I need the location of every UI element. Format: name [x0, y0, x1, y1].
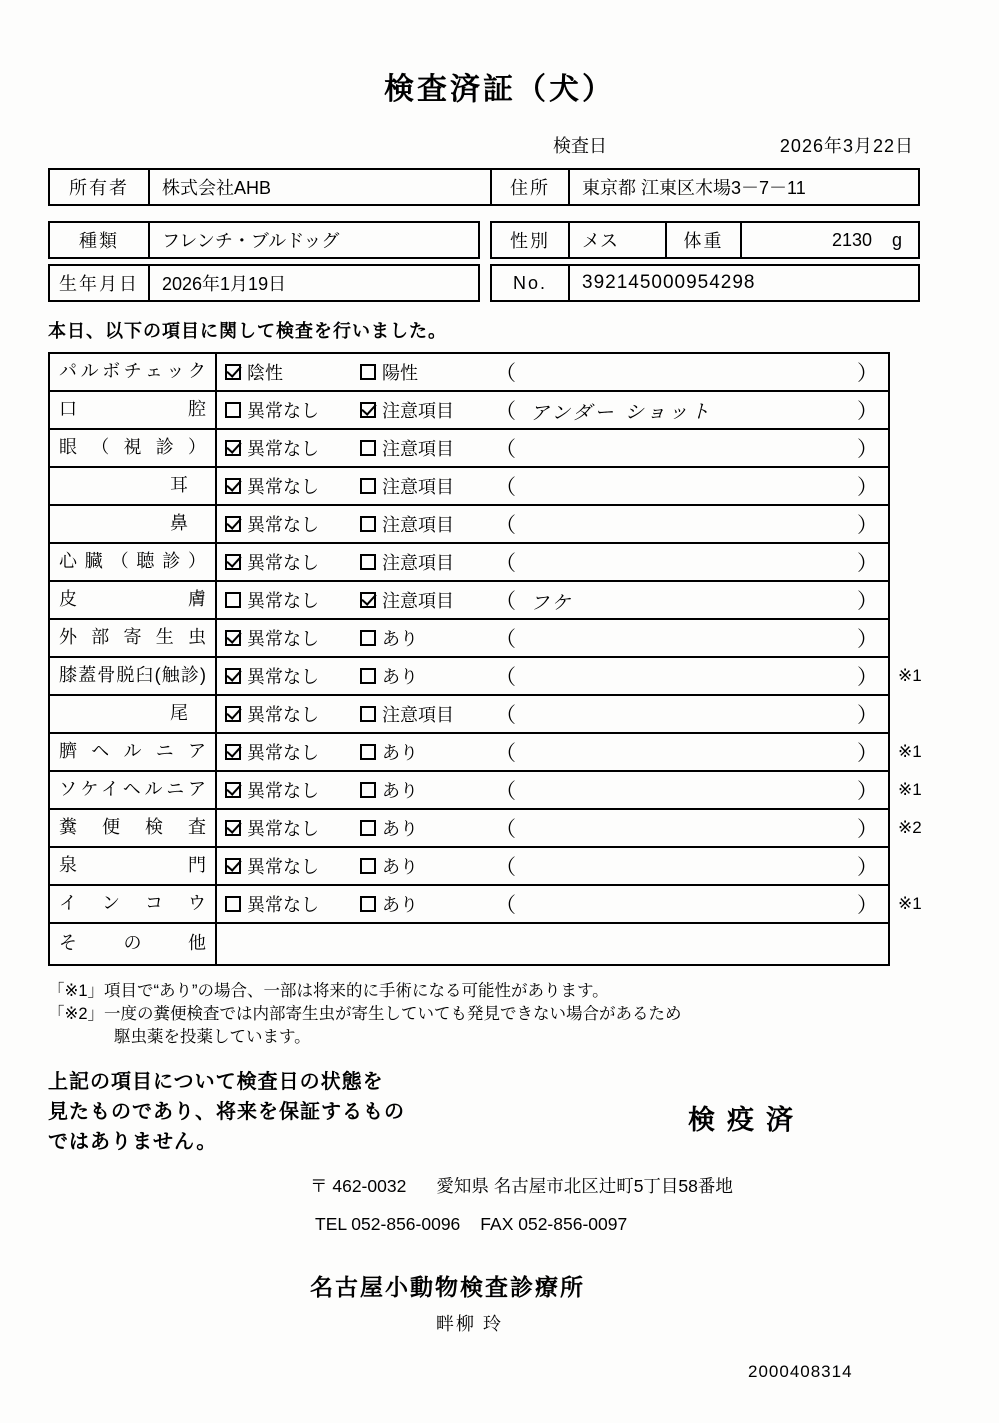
exam-option-label: 陽性 [382, 363, 418, 383]
exam-option-label: 異常なし [247, 743, 319, 763]
exam-option [225, 891, 360, 917]
checkbox-unchecked-icon [360, 478, 376, 494]
paren-open: （ [495, 362, 516, 385]
exam-option-label: 異常なし [247, 591, 319, 611]
paren-close: ） [857, 818, 878, 841]
footnote-mark: ※1 [898, 894, 922, 913]
postal-code: 〒 462-0032 [310, 1176, 407, 1197]
exam-option [360, 701, 495, 727]
handwritten-note [516, 865, 857, 868]
quarantine-stamp: 検疫済 [688, 1104, 805, 1135]
paren-close: ） [857, 628, 878, 651]
owner-table [48, 168, 920, 206]
exam-option [360, 891, 495, 917]
exam-option-label: あり [382, 819, 418, 839]
exam-row-content [217, 544, 888, 580]
exam-row-content [217, 430, 888, 466]
exam-row-content [217, 696, 888, 732]
paren-open: （ [495, 856, 516, 879]
address-label: 住所 [492, 170, 570, 204]
exam-item-label: 眼（視診） [50, 430, 217, 466]
exam-option [225, 587, 360, 613]
exam-row [50, 846, 888, 884]
paren-open: （ [495, 704, 516, 727]
exam-option [225, 777, 360, 803]
weight-value: 2130 [831, 229, 872, 250]
exam-row [50, 428, 888, 466]
exam-option [360, 587, 495, 613]
paren-open: （ [495, 552, 516, 575]
exam-option [360, 777, 495, 803]
exam-row-content [217, 886, 888, 922]
exam-option [225, 663, 360, 689]
paren-close: ） [857, 590, 878, 613]
birth-label: 生年月日 [50, 266, 150, 300]
exam-row [50, 732, 922, 770]
checkbox-checked-icon [225, 782, 241, 798]
owner-label: 所有者 [50, 170, 150, 204]
exam-option-label: 注意項目 [382, 515, 454, 535]
veterinarian-name: 畔柳 玲 [436, 1314, 504, 1335]
checkbox-unchecked-icon [360, 630, 376, 646]
exam-option [360, 625, 495, 651]
exam-option [360, 473, 495, 499]
exam-option [225, 511, 360, 537]
exam-item-label: 耳 [50, 468, 217, 504]
handwritten-note [516, 675, 857, 678]
exam-row [50, 656, 922, 694]
handwritten-note [516, 827, 857, 830]
paren-close: ） [857, 704, 878, 727]
clinic-name: 名古屋小動物検査診療所 [310, 1274, 585, 1301]
weight-label: 体重 [667, 223, 742, 257]
handwritten-note [516, 523, 857, 526]
breed-box [48, 221, 480, 259]
exam-item-label: 泉門 [50, 848, 217, 884]
handwritten-note [516, 371, 857, 374]
clinic-telfax-line [315, 1214, 999, 1235]
exam-option [225, 397, 360, 423]
exam-row [50, 808, 922, 846]
footnote-mark: ※1 [898, 742, 922, 761]
checkbox-checked-icon [225, 744, 241, 760]
checkbox-checked-icon [225, 858, 241, 874]
exam-option [360, 853, 495, 879]
exam-row [50, 390, 888, 428]
no-label: No. [492, 266, 570, 300]
closing-line-1: 上記の項目について検査日の状態を [48, 1071, 384, 1094]
exam-item-label: その他 [50, 924, 217, 964]
exam-item-label: 膝蓋骨脱臼(触診) [50, 658, 217, 694]
exam-option-label: 注意項目 [382, 705, 454, 725]
paren-close: ） [857, 476, 878, 499]
weight-unit: g [891, 229, 902, 250]
breed-sex-row [48, 221, 920, 259]
birth-no-row [48, 264, 920, 302]
closing-line-2: 見たものであり、将来を保証するもの [48, 1101, 405, 1124]
exam-row [50, 580, 888, 618]
paren-close: ） [857, 894, 878, 917]
birth-box [48, 264, 480, 302]
exam-option [225, 815, 360, 841]
handwritten-note [516, 789, 857, 792]
exam-item-label: インコウ [50, 886, 217, 922]
checkbox-checked-icon [225, 668, 241, 684]
exam-option [360, 435, 495, 461]
footnote-mark: ※1 [898, 780, 922, 799]
breed-label: 種類 [50, 223, 150, 257]
paren-open: （ [495, 894, 516, 917]
paren-close: ） [857, 400, 878, 423]
paren-close: ） [857, 780, 878, 803]
clinic-address-line [310, 1173, 999, 1198]
checkbox-checked-icon [225, 516, 241, 532]
exam-option [225, 739, 360, 765]
checkbox-unchecked-icon [225, 896, 241, 912]
checkbox-checked-icon [225, 706, 241, 722]
checkbox-checked-icon [225, 820, 241, 836]
paren-open: （ [495, 438, 516, 461]
exam-item-label: 心臓（聴診） [50, 544, 217, 580]
exam-row-content [217, 506, 888, 542]
footnotes [48, 980, 951, 1049]
footnote-2-cont: 駆虫薬を投薬しています。 [114, 1028, 311, 1047]
exam-row-content [217, 658, 888, 694]
footnote-mark: ※2 [898, 818, 922, 837]
checkbox-unchecked-icon [360, 820, 376, 836]
inspection-date-row [48, 132, 920, 158]
exam-option-label: 注意項目 [382, 553, 454, 573]
closing-row [48, 1067, 951, 1157]
paren-open: （ [495, 514, 516, 537]
exam-option [225, 359, 360, 385]
exam-item-label: 鼻 [50, 506, 217, 542]
exam-item-label: 臍ヘルニア [50, 734, 217, 770]
exam-row-content [217, 468, 888, 504]
exam-option-label: 注意項目 [382, 439, 454, 459]
exam-row [50, 922, 888, 964]
exam-option-label: 注意項目 [382, 591, 454, 611]
closing-line-3: ではありません。 [48, 1131, 218, 1154]
paren-open: （ [495, 400, 516, 423]
no-value: 392145000954298 [582, 272, 756, 293]
footnote-2: 「※2」一度の糞便検査では内部寄生虫が寄生していても発見できない場合があるため [48, 1005, 682, 1024]
clinic-tel: TEL 052-856-0096 [315, 1214, 461, 1235]
exam-row [50, 354, 888, 390]
paren-close: ） [857, 362, 878, 385]
page-title: 検査済証（犬） [384, 73, 615, 106]
exam-row-content [217, 392, 888, 428]
exam-item-label: 外部寄生虫 [50, 620, 217, 656]
paren-close: ） [857, 438, 878, 461]
paren-open: （ [495, 590, 516, 613]
handwritten-note [516, 903, 857, 906]
inspection-date-value: 2026年3月22日 [779, 136, 914, 156]
checkbox-unchecked-icon [360, 440, 376, 456]
sex-label: 性別 [492, 223, 570, 257]
exam-row-content [217, 772, 888, 808]
exam-option-label: 注意項目 [382, 401, 454, 421]
exam-option [225, 853, 360, 879]
paren-open: （ [495, 666, 516, 689]
exam-option-label: 異常なし [247, 819, 319, 839]
exam-option [360, 815, 495, 841]
checkbox-unchecked-icon [360, 896, 376, 912]
checkbox-checked-icon [225, 440, 241, 456]
exam-row-content [217, 734, 888, 770]
handwritten-note: フケ [529, 592, 574, 614]
paren-open: （ [495, 780, 516, 803]
checkbox-checked-icon [360, 592, 376, 608]
handwritten-note [516, 751, 857, 754]
exam-row [50, 694, 888, 732]
checkbox-checked-icon [225, 478, 241, 494]
exam-option-label: あり [382, 667, 418, 687]
serial-number: 2000408314 [748, 1362, 853, 1382]
paren-close: ） [857, 856, 878, 879]
exam-row [50, 884, 922, 922]
exam-option-label: 異常なし [247, 857, 319, 877]
owner-value: 株式会社AHB [150, 170, 492, 204]
exam-table [48, 352, 922, 966]
checkbox-unchecked-icon [225, 402, 241, 418]
checkbox-checked-icon [225, 630, 241, 646]
exam-option-label: 異常なし [247, 781, 319, 801]
address-value: 東京都 江東区木場3－7－11 [582, 178, 806, 198]
exam-row [50, 504, 888, 542]
exam-option-label: 陰性 [247, 363, 283, 383]
exam-item-label: 尾 [50, 696, 217, 732]
inspection-date-label: 検査日 [553, 136, 607, 156]
checkbox-unchecked-icon [360, 706, 376, 722]
weight-value-cell [742, 223, 918, 257]
exam-option-label: 注意項目 [382, 477, 454, 497]
checkbox-unchecked-icon [360, 782, 376, 798]
exam-option [360, 739, 495, 765]
exam-option-label: あり [382, 895, 418, 915]
checkbox-unchecked-icon [360, 554, 376, 570]
paren-open: （ [495, 628, 516, 651]
checkbox-unchecked-icon [225, 592, 241, 608]
exam-item-label: ソケイヘルニア [50, 772, 217, 808]
checkbox-unchecked-icon [360, 516, 376, 532]
exam-item-label: 口腔 [50, 392, 217, 428]
paren-close: ） [857, 742, 878, 765]
checkbox-checked-icon [225, 554, 241, 570]
exam-row-content [217, 354, 888, 390]
checkbox-unchecked-icon [360, 858, 376, 874]
no-box [490, 264, 920, 302]
exam-option [225, 473, 360, 499]
exam-option [225, 701, 360, 727]
checkbox-unchecked-icon [360, 744, 376, 760]
exam-option-label: あり [382, 781, 418, 801]
exam-option-label: 異常なし [247, 629, 319, 649]
exam-option-label: あり [382, 629, 418, 649]
sex-value: メス [570, 223, 667, 257]
handwritten-note [516, 447, 857, 450]
exam-option-label: あり [382, 857, 418, 877]
exam-row [50, 466, 888, 504]
exam-option-label: 異常なし [247, 401, 319, 421]
handwritten-note [516, 485, 857, 488]
exam-item-label: パルボチェック [50, 354, 217, 390]
handwritten-note [516, 637, 857, 640]
exam-option [360, 511, 495, 537]
exam-option [225, 435, 360, 461]
checkbox-checked-icon [225, 364, 241, 380]
intro-text: 本日、以下の項目に関して検査を行いました。 [48, 321, 447, 341]
exam-option-label: 異常なし [247, 667, 319, 687]
exam-option [360, 359, 495, 385]
paren-close: ） [857, 552, 878, 575]
exam-row [50, 542, 888, 580]
exam-item-label: 糞便検査 [50, 810, 217, 846]
exam-row [50, 770, 922, 808]
handwritten-note [516, 561, 857, 564]
clinic-address: 愛知県 名古屋市北区辻町5丁目58番地 [436, 1176, 733, 1197]
exam-row-content [217, 620, 888, 656]
checkbox-unchecked-icon [360, 668, 376, 684]
footnote-1: 「※1」項目で“あり”の場合、一部は将来的に手術になる可能性があります。 [48, 982, 609, 1000]
exam-row-content [217, 810, 888, 846]
exam-row-content [217, 924, 888, 964]
exam-option [225, 549, 360, 575]
exam-option [360, 549, 495, 575]
closing-statement [48, 1067, 488, 1157]
sex-weight-box [490, 221, 920, 259]
footnote-mark: ※1 [898, 666, 922, 685]
exam-row-content [217, 582, 888, 618]
exam-item-label: 皮膚 [50, 582, 217, 618]
exam-row [50, 618, 888, 656]
checkbox-checked-icon [360, 402, 376, 418]
exam-option [225, 625, 360, 651]
handwritten-note [516, 713, 857, 716]
exam-option [360, 397, 495, 423]
paren-close: ） [857, 666, 878, 689]
clinic-fax: FAX 052-856-0097 [480, 1214, 628, 1235]
paren-open: （ [495, 818, 516, 841]
exam-option [360, 663, 495, 689]
exam-option-label: 異常なし [247, 439, 319, 459]
exam-option-label: 異常なし [247, 895, 319, 915]
exam-option-label: 異常なし [247, 477, 319, 497]
checkbox-unchecked-icon [360, 364, 376, 380]
exam-option-label: 異常なし [247, 705, 319, 725]
birth-value: 2026年1月19日 [162, 274, 287, 294]
paren-close: ） [857, 514, 878, 537]
handwritten-note: アンダー ショット [529, 401, 713, 424]
paren-open: （ [495, 742, 516, 765]
paren-open: （ [495, 476, 516, 499]
exam-option-label: あり [382, 743, 418, 763]
exam-row-content [217, 848, 888, 884]
exam-option-label: 異常なし [247, 553, 319, 573]
breed-value: フレンチ・ブルドッグ [162, 231, 340, 251]
exam-option-label: 異常なし [247, 515, 319, 535]
